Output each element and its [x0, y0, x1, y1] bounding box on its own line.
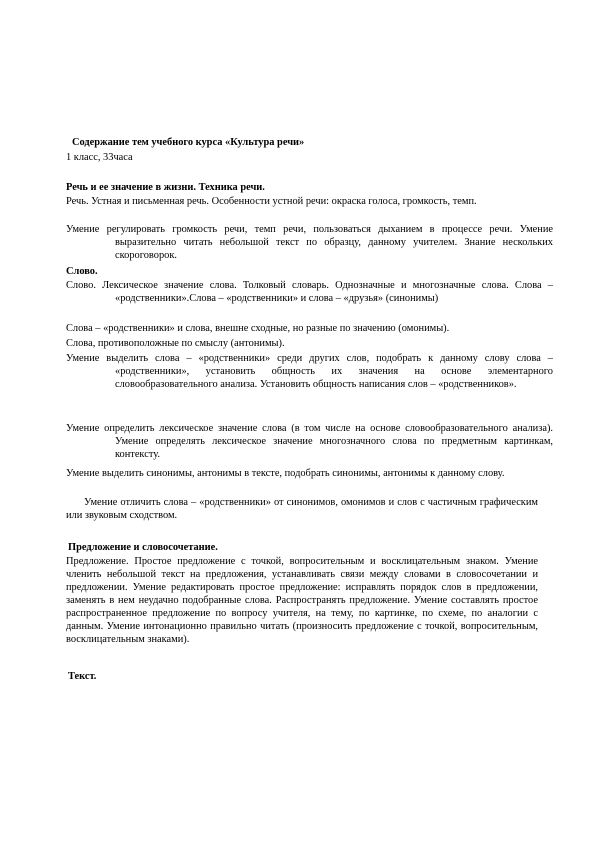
paragraph-word-3: Слова, противоположные по смыслу (антонимы). — [66, 338, 285, 349]
paragraph-word-6: Умение выделить синонимы, антонимы в тексте, подобрать синонимы, антонимы к данному слову. — [66, 468, 505, 479]
paragraph-speech-2: Умение регулировать громкость речи, темп речи, пользоваться дыханием в процессе речи. Умение выразительно читать небольшой текст по образцу, данному учителем. Знание нескольких скороговорок. — [66, 224, 553, 261]
paragraph-word-2: Слова – «родственники» и слова, внешне сходные, но разные по значению (омонимы). — [66, 323, 450, 334]
paragraph-word-5: Умение определить лексическое значение слова (в том числе на основе словообразовательного анализа). Умение определять лексическое значение многозначного слова по предметным картинкам, контексту. — [66, 423, 553, 460]
section-heading-sentence: Предложение и словосочетание. — [68, 542, 218, 553]
paragraph-word-7: Умение отличить слова – «родственники» от синонимов, омонимов и слов с частичным графическим или звуковым сходством. — [66, 497, 538, 521]
section-heading-word: Слово. — [66, 266, 98, 277]
grade-line: 1 класс, 33часа — [66, 152, 133, 163]
document-title: Содержание тем учебного курса «Культура речи» — [72, 137, 305, 148]
paragraph-sentence-1: Предложение. Простое предложение с точкой, вопросительным и восклицательным знаком. Умение членить небольшой текст на предложения, устанавливать связи между словами в словосочетании и предложении. Умение редактировать простое предложение: исправлять порядок слов в предложении, заменять в нем неудачно подобранные слова. Распространять предложение. Умение составлять простое распространенное предложение по вопросу учителя, на тему, по картинке, по схеме, по аналогии с данным. Умение интонационно правильно читать (произносить предложение с точкой, вопросительным, восклицательным знаками). — [66, 556, 538, 645]
paragraph-word-1: Слово. Лексическое значение слова. Толковый словарь. Однозначные и многозначные слова. Слова – «родственники».Слова – «родственники» и слова – «друзья» (синонимы) — [66, 280, 553, 304]
paragraph-word-4: Умение выделить слова – «родственники» среди других слов, подобрать к данному слову слова – «родственники», установить общность их значения на основе элементарного словообразовательного анализа. Установить общность написания слов – «родственников». — [66, 353, 553, 390]
section-heading-text: Текст. — [68, 671, 97, 682]
section-heading-speech: Речь и ее значение в жизни. Техника речи. — [66, 182, 265, 193]
paragraph-speech-1: Речь. Устная и письменная речь. Особенности устной речи: окраска голоса, громкость, темп. — [66, 196, 477, 207]
